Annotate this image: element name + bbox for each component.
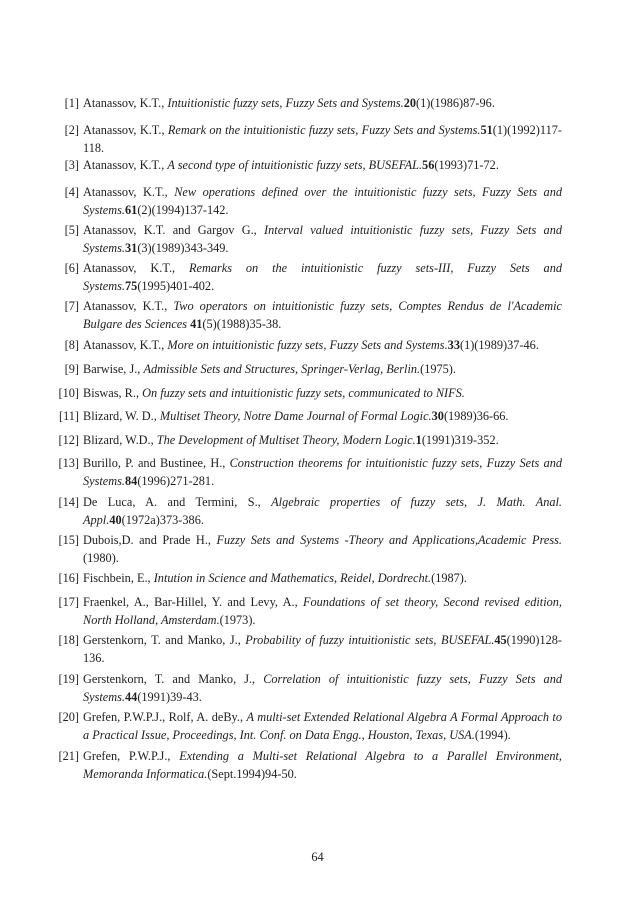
reference-number: [12] bbox=[58, 433, 79, 447]
reference-text bbox=[83, 532, 562, 567]
reference-item bbox=[50, 361, 562, 379]
reference-item bbox=[50, 494, 562, 529]
reference-title: New operations defined over the intuitionistic fuzzy sets, Fuzzy Sets and Systems. bbox=[83, 185, 563, 217]
reference-number: [17] bbox=[58, 595, 79, 609]
reference-authors: Atanassov, K.T., bbox=[83, 338, 168, 352]
reference-title: Remarks on the intuitionistic fuzzy sets-III, Fuzzy Sets and Systems. bbox=[83, 261, 563, 293]
reference-item bbox=[50, 570, 562, 588]
reference-text bbox=[83, 157, 562, 175]
reference-details: (1975). bbox=[420, 362, 456, 376]
reference-title: Probability of fuzzy intuitionistic sets, BUSEFAL. bbox=[245, 633, 495, 647]
reference-item bbox=[50, 408, 562, 426]
reference-item bbox=[50, 432, 562, 450]
reference-details: (1995)401-402. bbox=[137, 278, 215, 293]
reference-title: The Development of Multiset Theory, Modern Logic. bbox=[156, 433, 416, 447]
reference-details: (3)(1989)343-349. bbox=[137, 240, 229, 255]
reference-text bbox=[83, 337, 562, 355]
reference-number: [5] bbox=[64, 223, 79, 237]
reference-volume: 1 bbox=[415, 433, 422, 447]
reference-item bbox=[50, 95, 562, 113]
reference-authors: Fraenkel, A., Bar-Hillel, Y. and Levy, A., bbox=[83, 595, 303, 609]
reference-number: [16] bbox=[58, 571, 79, 585]
reference-title: A multi-set Extended Relational Algebra A Formal Approach to a Practical Issue, Proceedings, Int. Conf. on Data Engg., Houston, Texas, USA. bbox=[83, 710, 562, 742]
reference-details: (1991)39-43. bbox=[137, 689, 202, 704]
reference-number: [6] bbox=[64, 261, 79, 275]
reference-item bbox=[50, 532, 562, 567]
reference-details: (5)(1988)35-38. bbox=[202, 316, 282, 331]
reference-authors: Atanassov, K.T. and Gargov G., bbox=[83, 223, 265, 237]
reference-text bbox=[83, 260, 562, 295]
reference-number: [14] bbox=[58, 495, 79, 509]
reference-number: [3] bbox=[64, 158, 79, 172]
reference-text bbox=[83, 122, 562, 157]
reference-details: (Sept.1994)94-50. bbox=[207, 766, 297, 781]
reference-item bbox=[50, 184, 562, 219]
reference-item bbox=[50, 385, 562, 403]
reference-authors: Gerstenkorn, T. and Manko, J., bbox=[83, 633, 246, 647]
reference-text bbox=[83, 95, 562, 113]
reference-details: (1993)71-72. bbox=[434, 158, 499, 172]
reference-item bbox=[50, 298, 562, 333]
reference-title: Intution in Science and Mathematics, Reidel, Dordrecht. bbox=[153, 571, 432, 585]
reference-item bbox=[50, 122, 562, 157]
reference-authors: Atanassov, K.T., bbox=[83, 96, 168, 110]
reference-volume: 75 bbox=[125, 278, 138, 293]
reference-title: Extending a Multi-set Relational Algebra to a Parallel Environment, Memoranda Informatica. bbox=[83, 749, 562, 781]
reference-number: [11] bbox=[58, 409, 79, 423]
reference-text bbox=[83, 594, 562, 629]
reference-number: [1] bbox=[64, 96, 79, 110]
reference-details: (2)(1994)137-142. bbox=[137, 202, 229, 217]
reference-details: (1973). bbox=[219, 612, 256, 627]
reference-authors: Atanassov, K.T., bbox=[83, 299, 174, 313]
reference-item bbox=[50, 260, 562, 295]
reference-text bbox=[83, 184, 562, 219]
reference-details: (1980). bbox=[83, 550, 119, 565]
reference-authors: Barwise, J., bbox=[83, 362, 144, 376]
reference-item bbox=[50, 157, 562, 175]
reference-text bbox=[83, 385, 562, 403]
reference-details: (1990)128-136. bbox=[83, 633, 562, 665]
reference-details: (1987). bbox=[431, 571, 467, 585]
reference-text bbox=[83, 298, 562, 333]
reference-title: Correlation of intuitionistic fuzzy sets, Fuzzy Sets and Systems. bbox=[83, 672, 562, 704]
reference-volume: 40 bbox=[109, 512, 122, 527]
reference-item bbox=[50, 748, 562, 783]
reference-authors: Atanassov, K.T., bbox=[83, 185, 175, 199]
reference-number: [19] bbox=[58, 672, 79, 686]
reference-title: Admissible Sets and Structures, Springer-Verlag, Berlin. bbox=[143, 362, 421, 376]
reference-title: More on intuitionistic fuzzy sets, Fuzzy Sets and Systems. bbox=[167, 338, 448, 352]
reference-volume: 31 bbox=[125, 240, 138, 255]
reference-text bbox=[83, 222, 562, 257]
reference-text bbox=[83, 709, 562, 744]
reference-number: [13] bbox=[58, 456, 79, 470]
reference-title: Multiset Theory, Notre Dame Journal of Formal Logic. bbox=[159, 409, 432, 423]
reference-item bbox=[50, 594, 562, 629]
reference-details: (1)(1986)87-96. bbox=[416, 96, 495, 110]
reference-text bbox=[83, 570, 562, 588]
reference-volume: 56 bbox=[422, 158, 435, 172]
reference-number: [21] bbox=[58, 749, 79, 763]
reference-authors: Fischbein, E., bbox=[83, 571, 154, 585]
reference-details: (1)(1992)117-118. bbox=[83, 123, 562, 155]
reference-volume: 41 bbox=[190, 316, 203, 331]
reference-volume: 51 bbox=[480, 123, 493, 137]
reference-volume: 44 bbox=[125, 689, 138, 704]
reference-authors: Blizard, W.D., bbox=[83, 433, 157, 447]
reference-text bbox=[83, 671, 562, 706]
reference-details: (1989)36-66. bbox=[443, 409, 509, 423]
reference-number: [15] bbox=[58, 533, 79, 547]
reference-text bbox=[83, 494, 562, 529]
reference-text bbox=[83, 748, 562, 783]
reference-authors: Dubois,D. and Prade H., bbox=[83, 533, 217, 547]
reference-item bbox=[50, 632, 562, 667]
reference-details: (1)(1989)37-46. bbox=[459, 338, 539, 352]
reference-number: [7] bbox=[64, 299, 79, 313]
reference-title: Construction theorems for intuitionistic fuzzy sets, Fuzzy Sets and Systems. bbox=[83, 456, 563, 488]
page-number: 64 bbox=[311, 850, 324, 864]
reference-item bbox=[50, 337, 562, 355]
reference-number: [9] bbox=[64, 362, 79, 376]
reference-title: Algebraic properties of fuzzy sets, J. Math. Anal. Appl. bbox=[83, 495, 562, 527]
reference-title: On fuzzy sets and intuitionistic fuzzy sets, communicated to NIFS. bbox=[142, 386, 465, 400]
reference-number: [2] bbox=[64, 123, 79, 137]
reference-item bbox=[50, 222, 562, 257]
reference-title: Remark on the intuitionistic fuzzy sets, Fuzzy Sets and Systems. bbox=[167, 123, 481, 137]
reference-volume: 33 bbox=[447, 338, 460, 352]
reference-title: Two operators on intuitionistic fuzzy sets, Comptes Rendus de l'Academic Bulgare des Sciences bbox=[83, 299, 562, 331]
reference-item bbox=[50, 455, 562, 490]
reference-title: Interval valued intuitionistic fuzzy sets, Fuzzy Sets and Systems. bbox=[83, 223, 562, 255]
reference-authors: Grefen, P.W.P.J., Rolf, A. deBy., bbox=[83, 710, 247, 724]
reference-volume: 45 bbox=[494, 633, 507, 647]
reference-title: A second type of intuitionistic fuzzy sets, BUSEFAL. bbox=[167, 158, 423, 172]
reference-details: (1994). bbox=[474, 727, 511, 742]
reference-volume: 20 bbox=[403, 96, 417, 110]
reference-title: Intuitionistic fuzzy sets, Fuzzy Sets and Systems. bbox=[167, 96, 404, 110]
reference-number: [8] bbox=[64, 338, 79, 352]
reference-number: [4] bbox=[64, 185, 79, 199]
reference-title: Fuzzy Sets and Systems -Theory and Applications,Academic Press. bbox=[216, 533, 562, 547]
reference-number: [10] bbox=[58, 386, 79, 400]
reference-text bbox=[83, 455, 562, 490]
reference-details: (1991)319-352. bbox=[421, 433, 499, 447]
reference-item bbox=[50, 671, 562, 706]
reference-volume: 84 bbox=[125, 473, 138, 488]
reference-title: Foundations of set theory, Second revised edition, North Holland, Amsterdam. bbox=[83, 595, 562, 627]
reference-volume: 30 bbox=[431, 409, 444, 423]
reference-text bbox=[83, 632, 562, 667]
reference-details: (1996)271-281. bbox=[137, 473, 215, 488]
reference-text bbox=[83, 408, 562, 426]
reference-authors: Atanassov, K.T., bbox=[83, 261, 189, 275]
reference-number: [20] bbox=[58, 710, 79, 724]
reference-authors: Grefen, P.W.P.J., bbox=[83, 749, 180, 763]
reference-details: (1972a)373-386. bbox=[121, 512, 204, 527]
reference-text bbox=[83, 432, 562, 450]
reference-item bbox=[50, 709, 562, 744]
reference-authors: Blizard, W. D., bbox=[83, 409, 160, 423]
reference-authors: Biswas, R., bbox=[83, 386, 143, 400]
reference-text bbox=[83, 361, 562, 379]
reference-authors: Gerstenkorn, T. and Manko, J., bbox=[83, 672, 264, 686]
reference-authors: Burillo, P. and Bustinee, H., bbox=[83, 456, 230, 470]
reference-authors: De Luca, A. and Termini, S., bbox=[83, 495, 272, 509]
reference-authors: Atanassov, K.T., bbox=[83, 158, 168, 172]
reference-authors: Atanassov, K.T., bbox=[83, 123, 168, 137]
reference-volume: 61 bbox=[125, 202, 138, 217]
reference-number: [18] bbox=[58, 633, 79, 647]
